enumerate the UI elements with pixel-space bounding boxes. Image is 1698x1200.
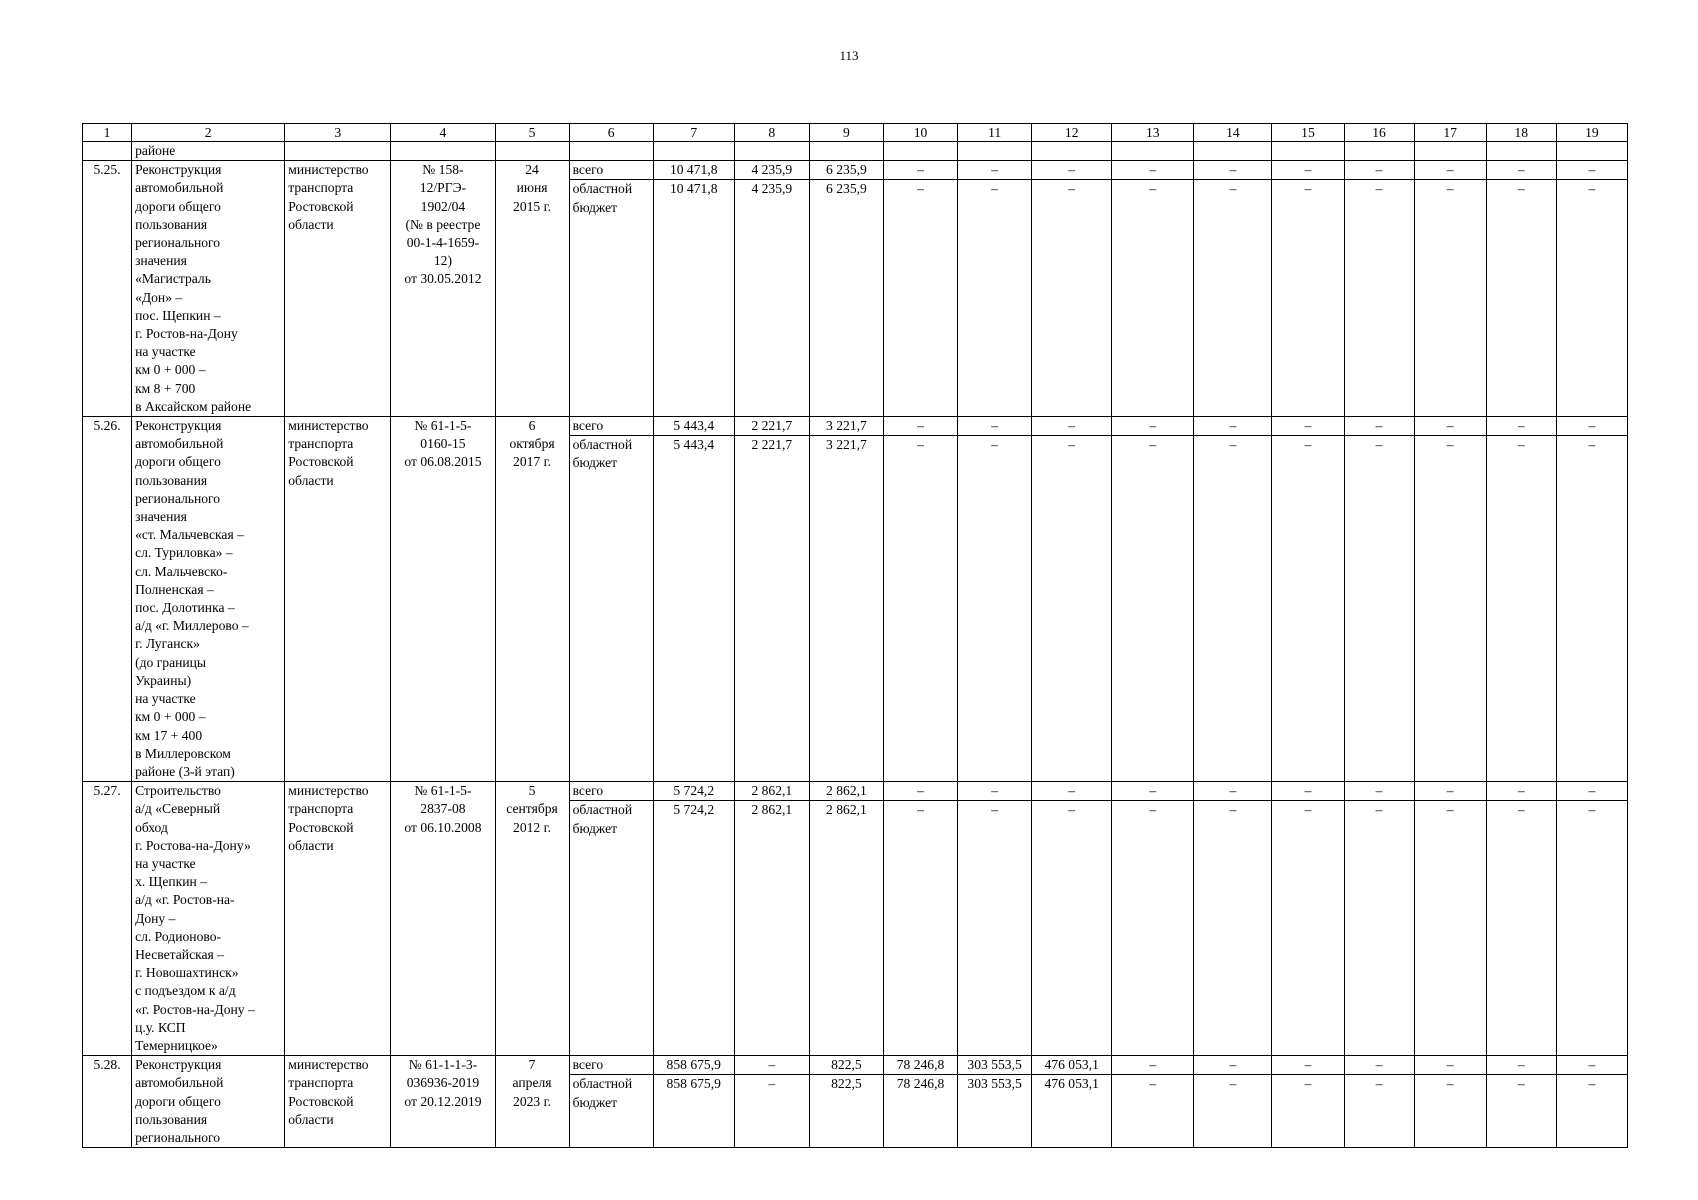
text-line: дороги общего [135, 454, 221, 470]
text-line: 5 [528, 783, 536, 799]
text-line: на участке [135, 691, 196, 707]
value-cell: – [958, 782, 1032, 801]
column-header: 10 [883, 124, 957, 142]
object-name-cell [132, 142, 285, 161]
value-cell: – [1556, 161, 1627, 180]
value-cell: – [1344, 180, 1414, 417]
value-cell: – [1112, 1056, 1194, 1075]
text-line: а/д «Северный [135, 801, 221, 817]
value-cell: – [1194, 782, 1272, 801]
value-cell: 10 471,8 [653, 180, 734, 417]
value-cell: 5 443,4 [653, 417, 734, 436]
value-cell: – [1194, 1075, 1272, 1148]
value-cell: – [1414, 1075, 1486, 1148]
value-cell: 2 862,1 [734, 782, 809, 801]
object-name-cell [132, 782, 285, 1056]
object-name-cell [132, 161, 285, 417]
value-cell: 5 724,2 [653, 782, 734, 801]
table-row [83, 417, 1628, 436]
value-cell: – [1112, 180, 1194, 417]
empty-cell [495, 142, 569, 161]
item-number: 5.28. [83, 1056, 132, 1148]
text-line: от 20.12.2019 [404, 1093, 482, 1109]
text-line: районе (3-й этап) [135, 763, 235, 779]
value-cell: – [1032, 782, 1112, 801]
value-cell: – [1414, 1056, 1486, 1075]
text-line: с подъездом к а/д [135, 983, 236, 999]
text-line: 2023 г. [513, 1093, 552, 1109]
text-line: 12) [433, 253, 452, 269]
value-cell: 303 553,5 [958, 1056, 1032, 1075]
value-cell: – [1112, 436, 1194, 782]
column-header: 13 [1112, 124, 1194, 142]
text-line: пользования [135, 1111, 208, 1127]
value-cell: – [958, 417, 1032, 436]
column-header: 9 [809, 124, 883, 142]
text-line: автомобильной [135, 180, 224, 196]
value-cell: – [1272, 1056, 1344, 1075]
empty-cell [958, 142, 1032, 161]
value-cell: 78 246,8 [883, 1056, 957, 1075]
text-line: обход [135, 819, 168, 835]
text-line: дороги общего [135, 198, 221, 214]
text-line: на участке [135, 344, 196, 360]
text-line: 036936-2019 [406, 1075, 480, 1091]
text-line: дороги общего [135, 1093, 221, 1109]
text-line: № 61-1-1-3- [408, 1057, 478, 1073]
empty-cell [734, 142, 809, 161]
text-line: всего [572, 1057, 604, 1073]
value-cell: 4 235,9 [734, 161, 809, 180]
text-line: октября [509, 436, 555, 452]
value-cell: – [734, 1075, 809, 1148]
column-header: 15 [1272, 124, 1344, 142]
value-cell: – [958, 180, 1032, 417]
text-line: км 8 + 700 [135, 380, 196, 396]
empty-cell [391, 142, 495, 161]
text-line: транспорта [288, 180, 354, 196]
funding-source-cell [569, 436, 653, 782]
value-cell: – [883, 417, 957, 436]
value-cell: 4 235,9 [734, 180, 809, 417]
date-cell [495, 417, 569, 782]
column-header-row [83, 124, 1628, 142]
empty-cell [1486, 142, 1556, 161]
text-line: от 06.08.2015 [404, 454, 482, 470]
text-line: г. Ростова-на-Дону» [135, 837, 251, 853]
table-row [83, 1056, 1628, 1075]
value-cell: – [1272, 417, 1344, 436]
text-line: а/д «г. Миллерово – [135, 618, 249, 634]
text-line: км 0 + 000 – [135, 362, 206, 378]
value-cell: – [1194, 436, 1272, 782]
value-cell: – [1112, 782, 1194, 801]
text-line: области [288, 1111, 334, 1127]
page-number: 113 [839, 48, 859, 63]
value-cell: – [1414, 417, 1486, 436]
value-cell: – [883, 801, 957, 1056]
column-header: 11 [958, 124, 1032, 142]
value-cell: 3 221,7 [809, 417, 883, 436]
text-line: транспорта [288, 436, 354, 452]
value-cell: 2 221,7 [734, 436, 809, 782]
object-name-cell [132, 417, 285, 782]
empty-cell [1032, 142, 1112, 161]
text-line: Реконструкция [135, 1057, 222, 1073]
empty-cell [883, 142, 957, 161]
value-cell: 2 862,1 [734, 801, 809, 1056]
text-line: Несветайская – [135, 946, 224, 962]
text-line: регионального [135, 235, 221, 251]
text-line: Темерницкое» [135, 1037, 218, 1053]
empty-cell [1194, 142, 1272, 161]
text-line: области [288, 472, 334, 488]
funding-source-cell [569, 1075, 653, 1148]
column-header: 4 [391, 124, 495, 142]
text-line: области [288, 216, 334, 232]
value-cell: 2 221,7 [734, 417, 809, 436]
value-cell: – [1032, 180, 1112, 417]
funding-source-cell [569, 801, 653, 1056]
funding-source-cell [569, 782, 653, 801]
text-line: № 158- [422, 162, 464, 178]
value-cell: – [1344, 782, 1414, 801]
value-cell: 78 246,8 [883, 1075, 957, 1148]
column-header: 12 [1032, 124, 1112, 142]
value-cell: – [1556, 180, 1627, 417]
empty-cell [285, 142, 391, 161]
text-line: Дону – [135, 910, 176, 926]
funding-source-cell [569, 180, 653, 417]
value-cell: – [1272, 782, 1344, 801]
empty-cell [1556, 142, 1627, 161]
text-line: в Миллеровском [135, 745, 231, 761]
empty-cell [1272, 142, 1344, 161]
value-cell: 5 443,4 [653, 436, 734, 782]
text-line: г. Новошахтинск» [135, 965, 239, 981]
value-cell: – [1112, 801, 1194, 1056]
text-line: сл. Мальчевско- [135, 563, 228, 579]
empty-cell [809, 142, 883, 161]
value-cell: – [1112, 161, 1194, 180]
value-cell: – [1486, 180, 1556, 417]
value-cell: 6 235,9 [809, 161, 883, 180]
value-cell: – [1272, 1075, 1344, 1148]
item-number: 5.26. [83, 417, 132, 782]
value-cell: – [1486, 1056, 1556, 1075]
empty-cell [83, 142, 132, 161]
text-line: бюджет [572, 199, 618, 215]
text-line: всего [572, 783, 604, 799]
column-header: 3 [285, 124, 391, 142]
value-cell: 822,5 [809, 1056, 883, 1075]
column-header: 2 [132, 124, 285, 142]
text-line: значения [135, 253, 187, 269]
document-cell [391, 161, 495, 417]
funding-source-cell [569, 1056, 653, 1075]
text-line: пос. Долотинка – [135, 600, 235, 616]
text-line: «Магистраль [135, 271, 211, 287]
text-line: 1902/04 [420, 198, 466, 214]
text-line: областной [572, 437, 633, 453]
value-cell: – [1486, 1075, 1556, 1148]
value-cell: – [1556, 801, 1627, 1056]
text-line: на участке [135, 855, 196, 871]
value-cell: 303 553,5 [958, 1075, 1032, 1148]
text-line: от 06.10.2008 [404, 819, 482, 835]
value-cell: – [1486, 417, 1556, 436]
value-cell: – [734, 1056, 809, 1075]
text-line: № 61-1-5- [414, 783, 472, 799]
value-cell: – [1194, 417, 1272, 436]
text-line: Ростовской [288, 198, 354, 214]
value-cell: – [1194, 161, 1272, 180]
text-line: значения [135, 509, 187, 525]
text-line: Реконструкция [135, 418, 222, 434]
text-line: 2015 г. [513, 198, 552, 214]
value-cell: – [1414, 782, 1486, 801]
text-line: министерство [288, 418, 369, 434]
text-line: км 0 + 000 – [135, 709, 206, 725]
value-cell: – [1032, 436, 1112, 782]
column-header: 16 [1344, 124, 1414, 142]
column-header: 17 [1414, 124, 1486, 142]
text-line: 0160-15 [420, 436, 466, 452]
text-line: сентября [506, 801, 558, 817]
text-line: 2012 г. [513, 819, 552, 835]
text-line: 7 [528, 1057, 536, 1073]
text-line: «ст. Мальчевская – [135, 527, 244, 543]
value-cell: – [1112, 417, 1194, 436]
value-cell: – [958, 801, 1032, 1056]
value-cell: – [883, 180, 957, 417]
text-line: а/д «г. Ростов-на- [135, 892, 235, 908]
document-cell [391, 782, 495, 1056]
text-line: «г. Ростов-на-Дону – [135, 1001, 255, 1017]
organization-cell [285, 417, 391, 782]
date-cell [495, 1056, 569, 1148]
text-line: Полненская – [135, 581, 214, 597]
column-header: 18 [1486, 124, 1556, 142]
column-header: 19 [1556, 124, 1627, 142]
value-cell: – [1414, 801, 1486, 1056]
text-line: министерство [288, 162, 369, 178]
text-line: 6 [528, 418, 536, 434]
text-line: ц.у. КСП [135, 1019, 186, 1035]
funding-source-cell [569, 417, 653, 436]
value-cell: 822,5 [809, 1075, 883, 1148]
text-line: км 17 + 400 [135, 727, 203, 743]
value-cell: – [958, 161, 1032, 180]
value-cell: 2 862,1 [809, 801, 883, 1056]
column-header: 14 [1194, 124, 1272, 142]
value-cell: – [958, 436, 1032, 782]
text-line: бюджет [572, 820, 618, 836]
value-cell: 6 235,9 [809, 180, 883, 417]
text-line: пользования [135, 216, 208, 232]
text-line: транспорта [288, 801, 354, 817]
funding-source-cell [569, 161, 653, 180]
value-cell: – [1556, 417, 1627, 436]
value-cell: 476 053,1 [1032, 1075, 1112, 1148]
text-line: пользования [135, 472, 208, 488]
column-header: 7 [653, 124, 734, 142]
organization-cell [285, 1056, 391, 1148]
text-line: (до границы [135, 654, 207, 670]
document-cell [391, 417, 495, 782]
text-line: всего [572, 418, 604, 434]
text-line: в Аксайском районе [135, 398, 252, 414]
text-line: г. Ростов-на-Дону [135, 326, 238, 342]
text-line: (№ в реестре [405, 216, 481, 232]
text-line: апреля [512, 1075, 552, 1091]
text-line: Реконструкция [135, 162, 222, 178]
value-cell: – [1556, 782, 1627, 801]
text-line: бюджет [572, 455, 618, 471]
value-cell: – [1486, 801, 1556, 1056]
value-cell: – [1486, 161, 1556, 180]
text-line: области [288, 837, 334, 853]
value-cell: 3 221,7 [809, 436, 883, 782]
value-cell: – [1556, 1075, 1627, 1148]
empty-cell [1112, 142, 1194, 161]
text-line: 2017 г. [513, 454, 552, 470]
value-cell: – [1344, 436, 1414, 782]
text-line: июня [516, 180, 548, 196]
date-cell [495, 782, 569, 1056]
text-line: министерство [288, 1057, 369, 1073]
value-cell: 10 471,8 [653, 161, 734, 180]
text-line: министерство [288, 783, 369, 799]
value-cell: – [1344, 417, 1414, 436]
value-cell: – [1194, 1056, 1272, 1075]
value-cell: – [1556, 436, 1627, 782]
value-cell: – [1414, 161, 1486, 180]
text-line: пос. Щепкин – [135, 307, 221, 323]
value-cell: – [1272, 180, 1344, 417]
item-number: 5.25. [83, 161, 132, 417]
value-cell: – [1486, 436, 1556, 782]
column-header: 8 [734, 124, 809, 142]
table-row [83, 161, 1628, 180]
empty-cell [653, 142, 734, 161]
empty-cell [1344, 142, 1414, 161]
value-cell: 858 675,9 [653, 1056, 734, 1075]
text-line: 12/РГЭ- [419, 180, 467, 196]
text-line: транспорта [288, 1075, 354, 1091]
empty-cell [1414, 142, 1486, 161]
value-cell: 2 862,1 [809, 782, 883, 801]
text-line: № 61-1-5- [414, 418, 472, 434]
value-cell: – [1032, 161, 1112, 180]
text-line: «Дон» – [135, 289, 183, 305]
text-line: 24 [525, 162, 539, 178]
column-header: 5 [495, 124, 569, 142]
organization-cell [285, 782, 391, 1056]
value-cell: – [1032, 801, 1112, 1056]
text-line: всего [572, 162, 604, 178]
text-line: регионального [135, 490, 221, 506]
column-header: 6 [569, 124, 653, 142]
value-cell: – [1032, 417, 1112, 436]
object-name-cell [132, 1056, 285, 1148]
item-number: 5.27. [83, 782, 132, 1056]
document-cell [391, 1056, 495, 1148]
text-line: бюджет [572, 1094, 618, 1110]
value-cell: – [1194, 180, 1272, 417]
text-line: Строительство [135, 783, 221, 799]
text-line: областной [572, 802, 633, 818]
value-cell: – [1344, 1075, 1414, 1148]
value-cell: – [1112, 1075, 1194, 1148]
text-line: 2837-08 [420, 801, 466, 817]
value-cell: – [1556, 1056, 1627, 1075]
value-cell: 858 675,9 [653, 1075, 734, 1148]
date-cell [495, 161, 569, 417]
value-cell: – [883, 782, 957, 801]
text-line: Ростовской [288, 819, 354, 835]
budget-table [82, 123, 1628, 1148]
value-cell: – [1414, 180, 1486, 417]
text-line: Украины) [135, 672, 192, 688]
text-line: областной [572, 1076, 633, 1092]
value-cell: – [883, 436, 957, 782]
value-cell: – [1486, 782, 1556, 801]
text-line: областной [572, 181, 633, 197]
value-cell: – [1272, 436, 1344, 782]
text-line: от 30.05.2012 [404, 271, 482, 287]
column-header: 1 [83, 124, 132, 142]
text-line: сл. Родионово- [135, 928, 222, 944]
text-line: Ростовской [288, 454, 354, 470]
empty-cell [569, 142, 653, 161]
text-line: г. Луганск» [135, 636, 200, 652]
value-cell: – [1344, 801, 1414, 1056]
value-cell: – [1194, 801, 1272, 1056]
text-line: х. Щепкин – [135, 874, 208, 890]
value-cell: – [1344, 1056, 1414, 1075]
table-row [83, 782, 1628, 801]
value-cell: 5 724,2 [653, 801, 734, 1056]
value-cell: 476 053,1 [1032, 1056, 1112, 1075]
text-line: 00-1-4-1659- [406, 235, 480, 251]
value-cell: – [1344, 161, 1414, 180]
table-row [83, 142, 1628, 161]
text-line: районе [135, 143, 176, 158]
text-line: автомобильной [135, 1075, 224, 1091]
value-cell: – [1272, 801, 1344, 1056]
text-line: Ростовской [288, 1093, 354, 1109]
value-cell: – [1414, 436, 1486, 782]
text-line: регионального [135, 1129, 221, 1145]
value-cell: – [883, 161, 957, 180]
text-line: автомобильной [135, 436, 224, 452]
text-line: сл. Туриловка» – [135, 545, 233, 561]
organization-cell [285, 161, 391, 417]
value-cell: – [1272, 161, 1344, 180]
